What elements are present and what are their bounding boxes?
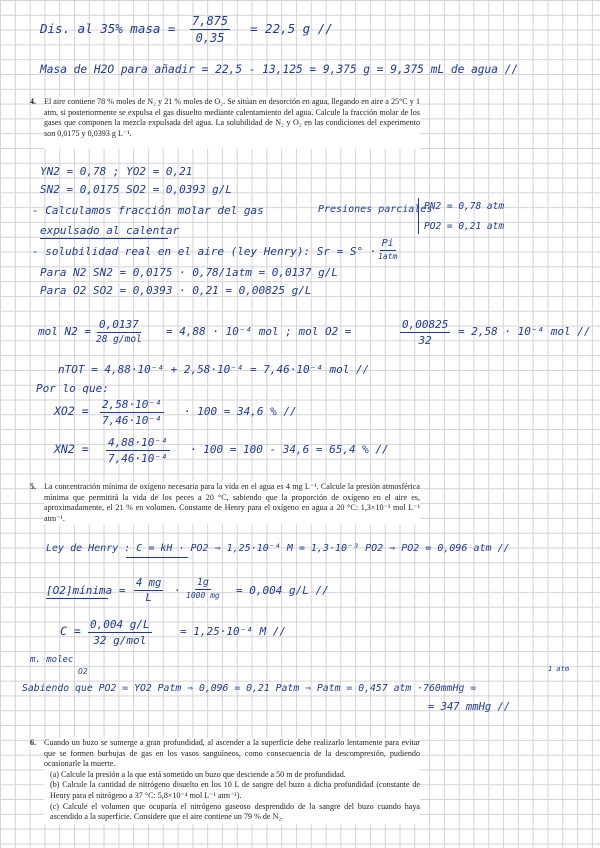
hw-p4-xo2-den: 7,46·10⁻⁴ bbox=[102, 414, 162, 427]
hw-p4-sn2-calc: Para N2 SN2 = 0,0175 · 0,78/1atm = 0,0137 g/L bbox=[40, 266, 339, 279]
hw-p4-ntot: nTOT = 4,88·10⁻⁴ + 2,58·10⁻⁴ = 7,46·10⁻⁴ mol // bbox=[58, 363, 370, 376]
hw-p5-final: = 347 mmHg // bbox=[428, 701, 511, 713]
hw-p4-mol-o2-result: = 2,58 · 10⁻⁴ mol // bbox=[458, 325, 591, 338]
hw-p4-xo2-fraction bbox=[100, 398, 164, 427]
problem-4-number: 4. bbox=[30, 97, 37, 106]
hw-p4-xn2-num: 4,88·10⁻⁴ bbox=[108, 436, 168, 449]
hw-p5-c-label: C = bbox=[60, 624, 81, 638]
hw-p4-henry-num: Pi bbox=[381, 238, 394, 249]
hw-p4-presiones-bracket bbox=[418, 198, 419, 234]
hw-p4-mol-o2-num: 0,00825 bbox=[402, 318, 449, 331]
problem-6-statement bbox=[30, 738, 420, 824]
hw-p5-henry-underline bbox=[126, 557, 188, 558]
hw-p4-mol-n2-label: mol N2 = bbox=[38, 325, 91, 338]
hw-p4-henry-law: - solubilidad real en el aire (ley Henry): Sr = S° · bbox=[32, 245, 377, 258]
hw-p5-c-fraction bbox=[88, 618, 152, 647]
hw-p4-xn2-fraction bbox=[106, 436, 170, 465]
hw-p5-o2min-den1: L bbox=[145, 592, 152, 604]
problem-5-number: 5. bbox=[30, 482, 37, 491]
hw-p4-pn2: PN2 = 0,78 atm bbox=[424, 201, 505, 212]
hw-p4-henry-den: 1atm bbox=[378, 252, 398, 261]
hw-p4-xo2-result: · 100 = 34,6 % // bbox=[184, 405, 297, 418]
hw-p4-porlo: Por lo que: bbox=[36, 382, 109, 395]
hw-p4-mol-n2-fraction bbox=[96, 318, 142, 345]
hw-p4-mol-n2-den: 28 g/mol bbox=[96, 334, 142, 345]
hw-line-dis35-num: 7,875 bbox=[192, 14, 229, 28]
hw-p5-mmolec: m. molec bbox=[30, 655, 74, 665]
hw-p4-calc-title: - Calculamos fracción molar del gas bbox=[32, 204, 264, 217]
hw-p4-xn2-den: 7,46·10⁻⁴ bbox=[108, 452, 168, 465]
hw-p4-henry-fraction bbox=[378, 238, 397, 261]
hw-p5-1atm: 1 atm bbox=[548, 665, 570, 673]
problem-4-statement bbox=[30, 97, 420, 149]
hw-p4-solubilities: SN2 = 0,0175 SO2 = 0,0393 g/L bbox=[40, 183, 233, 196]
hw-p5-o2min-fraction-2 bbox=[186, 577, 220, 600]
hw-line-dis35-label: Dis. al 35% masa = bbox=[40, 21, 176, 36]
hw-p5-c-num: 0,004 g/L bbox=[90, 618, 150, 631]
hw-p5-o2min-num1: 4 mg bbox=[136, 577, 162, 589]
hw-p4-xn2-result: · 100 = 100 - 34,6 = 65,4 % // bbox=[190, 443, 389, 456]
problem-6-part-a: (a) Calcule la presión a la que está sometido un buzo que desciende a 50 m de profundidad. bbox=[50, 769, 346, 779]
problem-6-intro: Cuando un buzo se sumerge a gran profundidad, al ascender a la superficie debe realizarlo lentamente para evitar que se formen burbujas de gas en los vasos sanguíneos, como consecuencia de la descompresión, pudiendo ocasionarle la muerte. bbox=[44, 738, 420, 769]
hw-p4-po2: PO2 = 0,21 atm bbox=[424, 221, 505, 232]
hw-line-dis35-fraction bbox=[190, 14, 230, 45]
hw-p5-c-result: = 1,25·10⁻⁴ M // bbox=[180, 625, 286, 638]
hw-p5-mmolec-o2: O2 bbox=[78, 667, 88, 676]
hw-p4-mol-o2-den: 32 bbox=[418, 334, 432, 347]
hw-p5-o2min-num2: 1g bbox=[196, 577, 209, 588]
hw-p4-mol-o2-fraction bbox=[400, 318, 450, 347]
problem-5-text: La concentración mínima de oxígeno necesaria para la vida en el agua es 4 mg L⁻¹. Calcule la presión atmosférica mínima que permitirá la vida de los peces a 20 °C, sabiendo que la proporción de oxígeno en el aire es, aproximadamente, el 21 % en volumen. Constante de Henry para el oxígeno en agua a 20 °C: 1,3×10⁻³ mol L⁻¹ atm⁻¹. bbox=[44, 482, 420, 523]
hw-p4-xo2-num: 2,58·10⁻⁴ bbox=[102, 398, 162, 411]
problem-5-statement bbox=[30, 482, 420, 524]
hw-p5-o2min-den2: 1000 mg bbox=[186, 591, 220, 600]
hw-p5-o2min-fraction-1 bbox=[134, 577, 163, 604]
hw-p5-c-den: 32 g/mol bbox=[93, 634, 147, 647]
hw-p5-o2min-underline bbox=[46, 598, 108, 599]
problem-6-part-b: (b) Calcule la cantidad de nitrógeno disuelto en los 10 L de sangre del buzo a dicha profundidad (constante de Henry para el nitrógeno a 37 °C: 5,8×10⁻⁴ mol L⁻¹ atm⁻¹). bbox=[50, 780, 420, 800]
hw-line-dis35-den: 0,35 bbox=[195, 31, 225, 45]
hw-p5-o2min-dot: · bbox=[174, 584, 181, 597]
hw-p5-o2min-result: = 0,004 g/L // bbox=[236, 584, 329, 597]
hw-p4-so2-calc: Para O2 SO2 = 0,0393 · 0,21 = 0,00825 g/L bbox=[40, 284, 312, 297]
hw-p4-xo2-label: XO2 = bbox=[54, 404, 89, 418]
hw-line-dis35-result: = 22,5 g // bbox=[250, 21, 333, 36]
hw-p4-underline bbox=[40, 238, 168, 239]
hw-p4-mol-n2-result: = 4,88 · 10⁻⁴ mol ; mol O2 = bbox=[166, 325, 352, 338]
hw-p4-fractions: YN2 = 0,78 ; YO2 = 0,21 bbox=[40, 165, 193, 178]
problem-6-part-c: (c) Calcule el volumen que ocuparía el nitrógeno gaseoso desprendido de la sangre del buzo cuando haya ascendido a la superficie. Considere que el aire contiene un 79 % de N₂. bbox=[50, 801, 420, 822]
hw-p5-o2min-label: [O2]mínima = bbox=[46, 584, 126, 597]
hw-p4-xn2-label: XN2 = bbox=[54, 442, 89, 456]
hw-p5-henry: Ley de Henry : C = kH · PO2 ⇒ 1,25·10⁻⁴ M = 1,3·10⁻³ PO2 ⇒ PO2 = 0,096 atm // bbox=[46, 543, 510, 554]
hw-line-masa-agua: Masa de H2O para añadir = 22,5 - 13,125 = 9,375 g = 9,375 mL de agua // bbox=[40, 63, 519, 76]
problem-6-number: 6. bbox=[30, 738, 37, 747]
hw-p4-calc-title-2: expulsado al calentar bbox=[40, 224, 180, 237]
hw-p5-sabiendo: Sabiendo que PO2 = YO2 Patm ⇒ 0,096 = 0,21 Patm ⇒ Patm = 0,457 atm ·760mmHg = bbox=[22, 683, 477, 694]
problem-4-text: El aire contiene 78 % moles de N₂ y 21 % moles de O₂. Se sitúan en desorción en agua, llegando en aire a 25°C y 1 atm, si posteriormente se expulsa el gas disuelto mediante calentamiento del agua. Calcule la fracción molar de los gases que componen la mezcla expulsada del agua. La solubilidad de N₂ y O₂ en las condiciones del experimento son 0,0175 y 0,0393 g L⁻¹. bbox=[44, 97, 420, 138]
hw-p4-mol-n2-num: 0,0137 bbox=[99, 318, 139, 331]
hw-p4-presiones-label: Presiones parciales bbox=[318, 204, 433, 215]
